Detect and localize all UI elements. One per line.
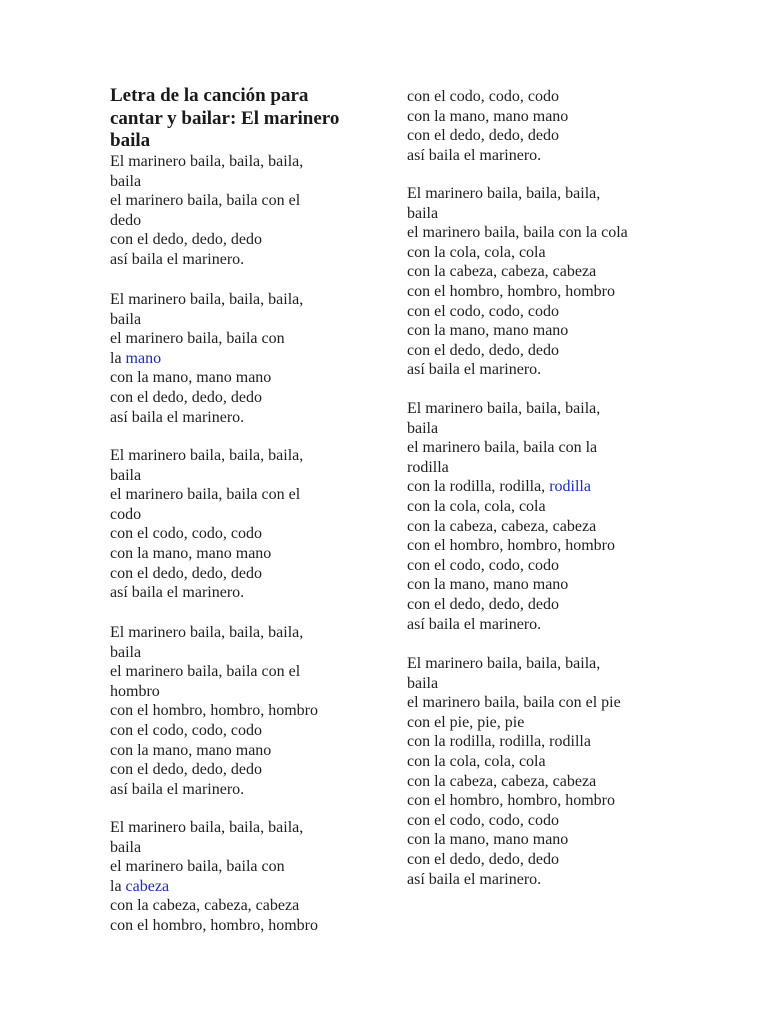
lyric-line: así baila el marinero. (407, 361, 542, 379)
rodilla-link[interactable]: rodilla (549, 478, 591, 496)
lyric-line (110, 877, 365, 897)
lyric-line: con la cola, cola, cola (407, 752, 546, 770)
lyric-prefix: con la rodilla, rodilla, (407, 478, 550, 496)
lyric-line: con la mano, mano mano (407, 831, 569, 849)
lyric-line: con la mano, mano mano (407, 107, 569, 125)
lyric-line: con la mano, mano mano (407, 576, 569, 594)
stanza-7 (407, 399, 707, 634)
stanza-5-continuation (407, 87, 707, 165)
lyric-line: con la rodilla, rodilla, rodilla (407, 733, 591, 751)
lyric-line: con el dedo, dedo, dedo (407, 595, 559, 613)
lyric-line: El marinero baila, baila, baila, (407, 185, 601, 202)
lyric-line: con el dedo, dedo, dedo (110, 231, 262, 249)
lyric-prefix: la (110, 877, 126, 895)
lyric-line: baila (110, 838, 142, 856)
lyric-line: con el dedo, dedo, dedo (110, 564, 262, 582)
lyric-line (407, 477, 707, 497)
lyric-line: el marinero baila, baila con la (407, 439, 598, 457)
lyric-line: El marinero baila, baila, baila, (110, 291, 304, 308)
lyric-line: baila (110, 643, 142, 661)
lyric-line: el marinero baila, baila con el (110, 663, 301, 681)
lyric-line: El marinero baila, baila, baila, (407, 400, 601, 417)
lyric-line: hombro (110, 682, 160, 700)
lyric-line: así baila el marinero. (110, 250, 245, 268)
lyric-line: con el hombro, hombro, hombro (407, 792, 615, 810)
lyric-line: con el codo, codo, codo (407, 302, 559, 320)
lyric-line: con el codo, codo, codo (110, 525, 262, 543)
lyric-line: dedo (110, 211, 142, 229)
lyric-line: El marinero baila, baila, baila, (407, 655, 601, 672)
lyric-line: codo (110, 505, 142, 523)
lyric-line: baila (407, 674, 439, 692)
lyric-line: con la mano, mano mano (110, 741, 272, 759)
lyric-line: baila (110, 310, 142, 328)
lyric-line: el marinero baila, baila con el pie (407, 694, 621, 712)
lyric-line: con el codo, codo, codo (407, 88, 559, 105)
stanza-1 (110, 152, 365, 270)
lyric-line: así baila el marinero. (407, 870, 542, 888)
lyric-line: con el dedo, dedo, dedo (110, 388, 262, 406)
stanza-8 (407, 654, 707, 889)
lyric-line: El marinero baila, baila, baila, (110, 153, 304, 170)
lyric-line: con el codo, codo, codo (407, 811, 559, 829)
lyric-line: el marinero baila, baila con la cola (407, 224, 628, 242)
lyric-line: El marinero baila, baila, baila, (110, 819, 304, 836)
lyric-line: con la cabeza, cabeza, cabeza (407, 517, 597, 535)
lyric-line: con la mano, mano mano (110, 369, 272, 387)
lyric-line (110, 349, 365, 369)
lyric-line: baila (407, 419, 439, 437)
lyric-line: con el hombro, hombro, hombro (407, 282, 615, 300)
lyric-prefix: la (110, 349, 126, 367)
lyric-line: con la cola, cola, cola (407, 243, 546, 261)
lyric-line: rodilla (407, 458, 449, 476)
lyric-line: con la mano, mano mano (407, 322, 569, 340)
lyric-line: baila (110, 172, 142, 190)
lyric-line: con el dedo, dedo, dedo (110, 761, 262, 779)
lyric-line: el marinero baila, baila con (110, 330, 285, 348)
lyric-line: el marinero baila, baila con (110, 858, 285, 876)
lyric-line: con la cabeza, cabeza, cabeza (110, 897, 300, 915)
lyric-line: así baila el marinero. (407, 146, 542, 164)
stanza-4 (110, 623, 365, 799)
lyric-line: con la mano, mano mano (110, 544, 272, 562)
lyric-line: con el pie, pie, pie (407, 713, 525, 731)
lyric-line: baila (110, 466, 142, 484)
stanza-5 (110, 818, 365, 936)
lyric-line: con el codo, codo, codo (407, 556, 559, 574)
lyric-line: con el dedo, dedo, dedo (407, 341, 559, 359)
lyric-line: así baila el marinero. (110, 780, 245, 798)
lyric-line: el marinero baila, baila con el (110, 192, 301, 210)
lyric-line: con el hombro, hombro, hombro (110, 702, 318, 720)
lyric-line: el marinero baila, baila con el (110, 486, 301, 504)
lyric-line: así baila el marinero. (407, 615, 542, 633)
lyric-line: así baila el marinero. (110, 408, 245, 426)
lyric-line: con la cola, cola, cola (407, 497, 546, 515)
lyric-line: El marinero baila, baila, baila, (110, 624, 304, 641)
lyric-line: El marinero baila, baila, baila, (110, 447, 304, 464)
stanza-2 (110, 290, 365, 427)
lyric-line: así baila el marinero. (110, 584, 245, 602)
stanza-3 (110, 446, 365, 603)
lyric-line: con el hombro, hombro, hombro (110, 916, 318, 934)
lyric-line: con el codo, codo, codo (110, 721, 262, 739)
lyric-line: con la cabeza, cabeza, cabeza (407, 772, 597, 790)
lyric-line: baila (407, 204, 439, 222)
lyric-line: con el dedo, dedo, dedo (407, 127, 559, 145)
stanza-6 (407, 184, 707, 380)
mano-link[interactable]: mano (125, 349, 162, 367)
cabeza-link[interactable]: cabeza (125, 877, 170, 895)
lyric-line: con el dedo, dedo, dedo (407, 850, 559, 868)
lyric-line: con el hombro, hombro, hombro (407, 537, 615, 555)
lyric-line: con la cabeza, cabeza, cabeza (407, 263, 597, 281)
page-title: Letra de la canción para cantar y bailar: El marinero baila (110, 85, 340, 151)
